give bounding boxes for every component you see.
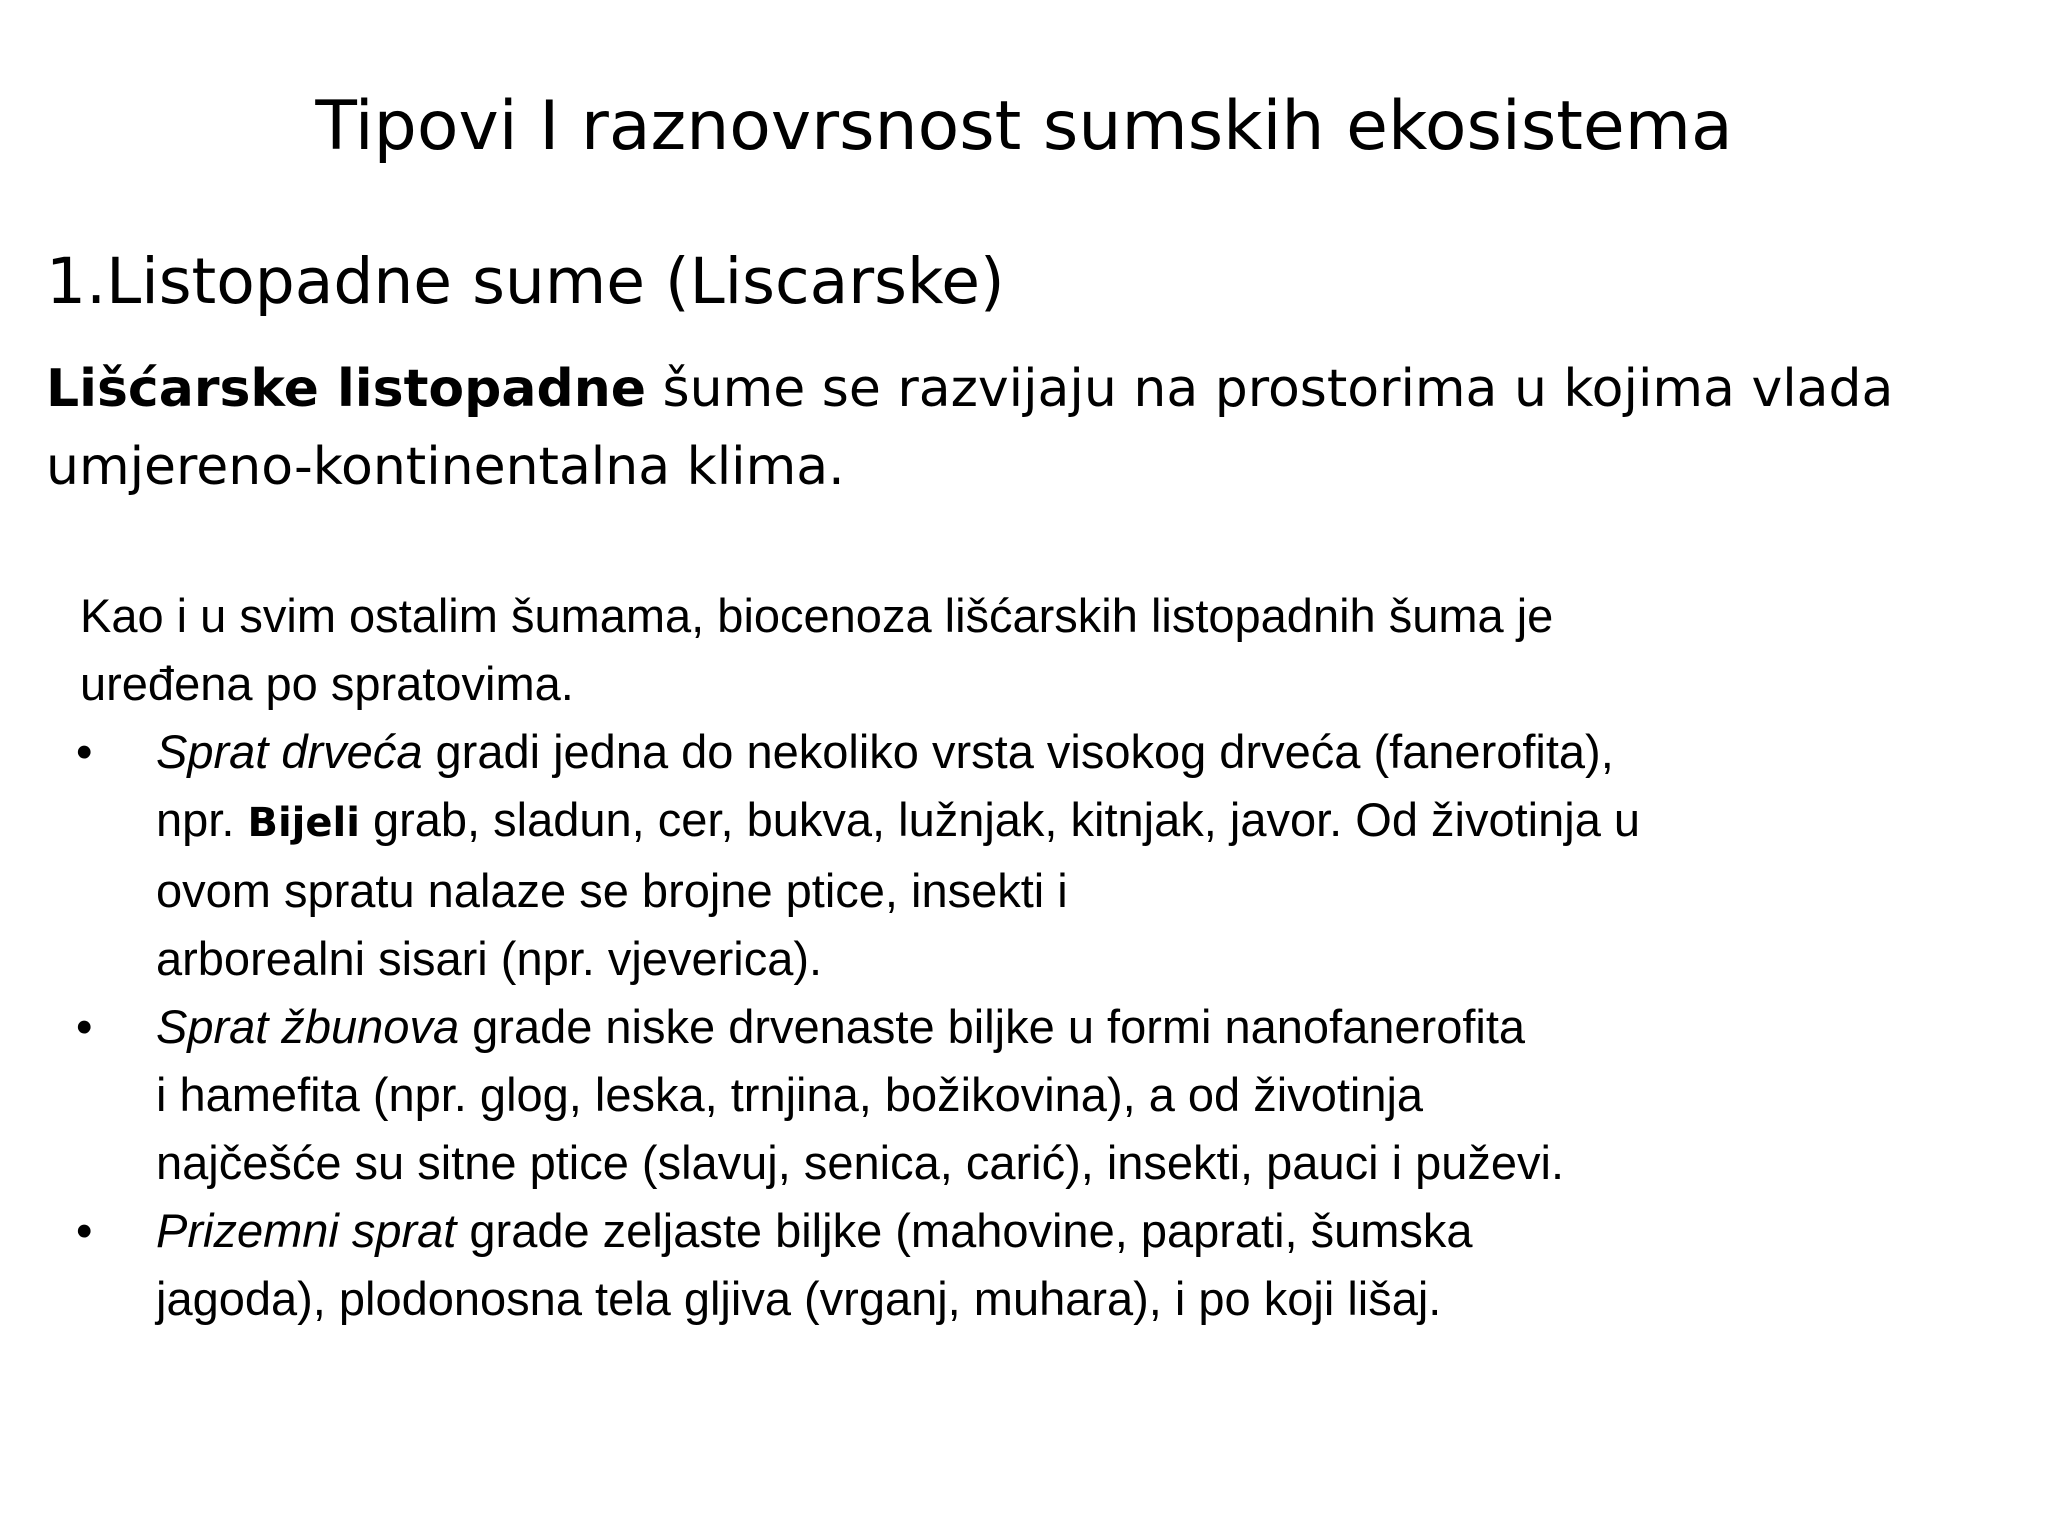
body-text: [76, 582, 2010, 1333]
bullet-tree-layer: [76, 718, 2010, 993]
bullet-1-line-2-pre: npr.: [156, 793, 248, 846]
bullet-1-line-2-rest: grab, sladun, cer, bukva, lužnjak, kitnjak, javor. Od životinja u: [359, 793, 1641, 846]
bullet-1-line-1-rest: gradi jedna do nekoliko vrsta visokog drveća (fanerofita),: [422, 725, 1614, 778]
intro-line-1-rest: šume se razvijaju na prostorima u kojima vlada: [645, 359, 1894, 419]
bullet-3-term: Prizemni sprat: [156, 1204, 457, 1257]
slide-title: Tipovi I raznovrsnost sumskih ekosistema: [315, 87, 1733, 166]
bullet-1-line-1: [156, 718, 2010, 786]
bullet-shrub-layer: [76, 993, 2010, 1197]
bullet-2-line-3: najčešće su sitne ptice (slavuj, senica, carić), insekti, pauci i puževi.: [156, 1136, 1565, 1189]
bullet-dot: •: [76, 1000, 93, 1053]
bullet-1-line-2: [156, 786, 2010, 857]
section-heading: 1.Listopadne sume (Liscarske): [46, 245, 1005, 318]
bullet-3-line-1-rest: grade zeljaste biljke (mahovine, paprati, šumska: [456, 1204, 1473, 1257]
bullet-2-line-2: i hamefita (npr. glog, leska, trnjina, božikovina), a od životinja: [156, 1068, 1424, 1121]
paragraph-line-2: uređena po spratovima.: [80, 657, 574, 710]
bullet-1-term: Sprat drveća: [156, 725, 423, 778]
intro-paragraph: [46, 350, 2006, 506]
bullet-1-line-3: ovom spratu nalaze se brojne ptice, insekti i: [156, 864, 1068, 917]
intro-bold-term: Lišćarske listopadne: [46, 359, 646, 419]
bullet-3-line-2: jagoda), plodonosna tela gljiva (vrganj, muhara), i po koji lišaj.: [156, 1272, 1442, 1325]
intro-line-2: umjereno-kontinentalna klima.: [46, 437, 845, 497]
bullet-dot: •: [76, 1204, 93, 1257]
bullet-3-line-1: [156, 1197, 2010, 1265]
bullet-dot: •: [76, 725, 93, 778]
bullet-2-term: Sprat žbunova: [156, 1000, 460, 1053]
paragraph-line-1: Kao i u svim ostalim šumama, biocenoza lišćarskih listopadnih šuma je: [80, 589, 1554, 642]
bullet-2-line-1-rest: grade niske drvenaste biljke u formi nanofanerofita: [459, 1000, 1526, 1053]
bullet-2-line-1: [156, 993, 2010, 1061]
intro-line-1: [46, 350, 2006, 428]
bullet-1-line-4: arborealni sisari (npr. vjeverica).: [156, 932, 823, 985]
bullet-ground-layer: [76, 1197, 2010, 1333]
bullet-1-bold-word: Bijeli: [247, 800, 360, 846]
